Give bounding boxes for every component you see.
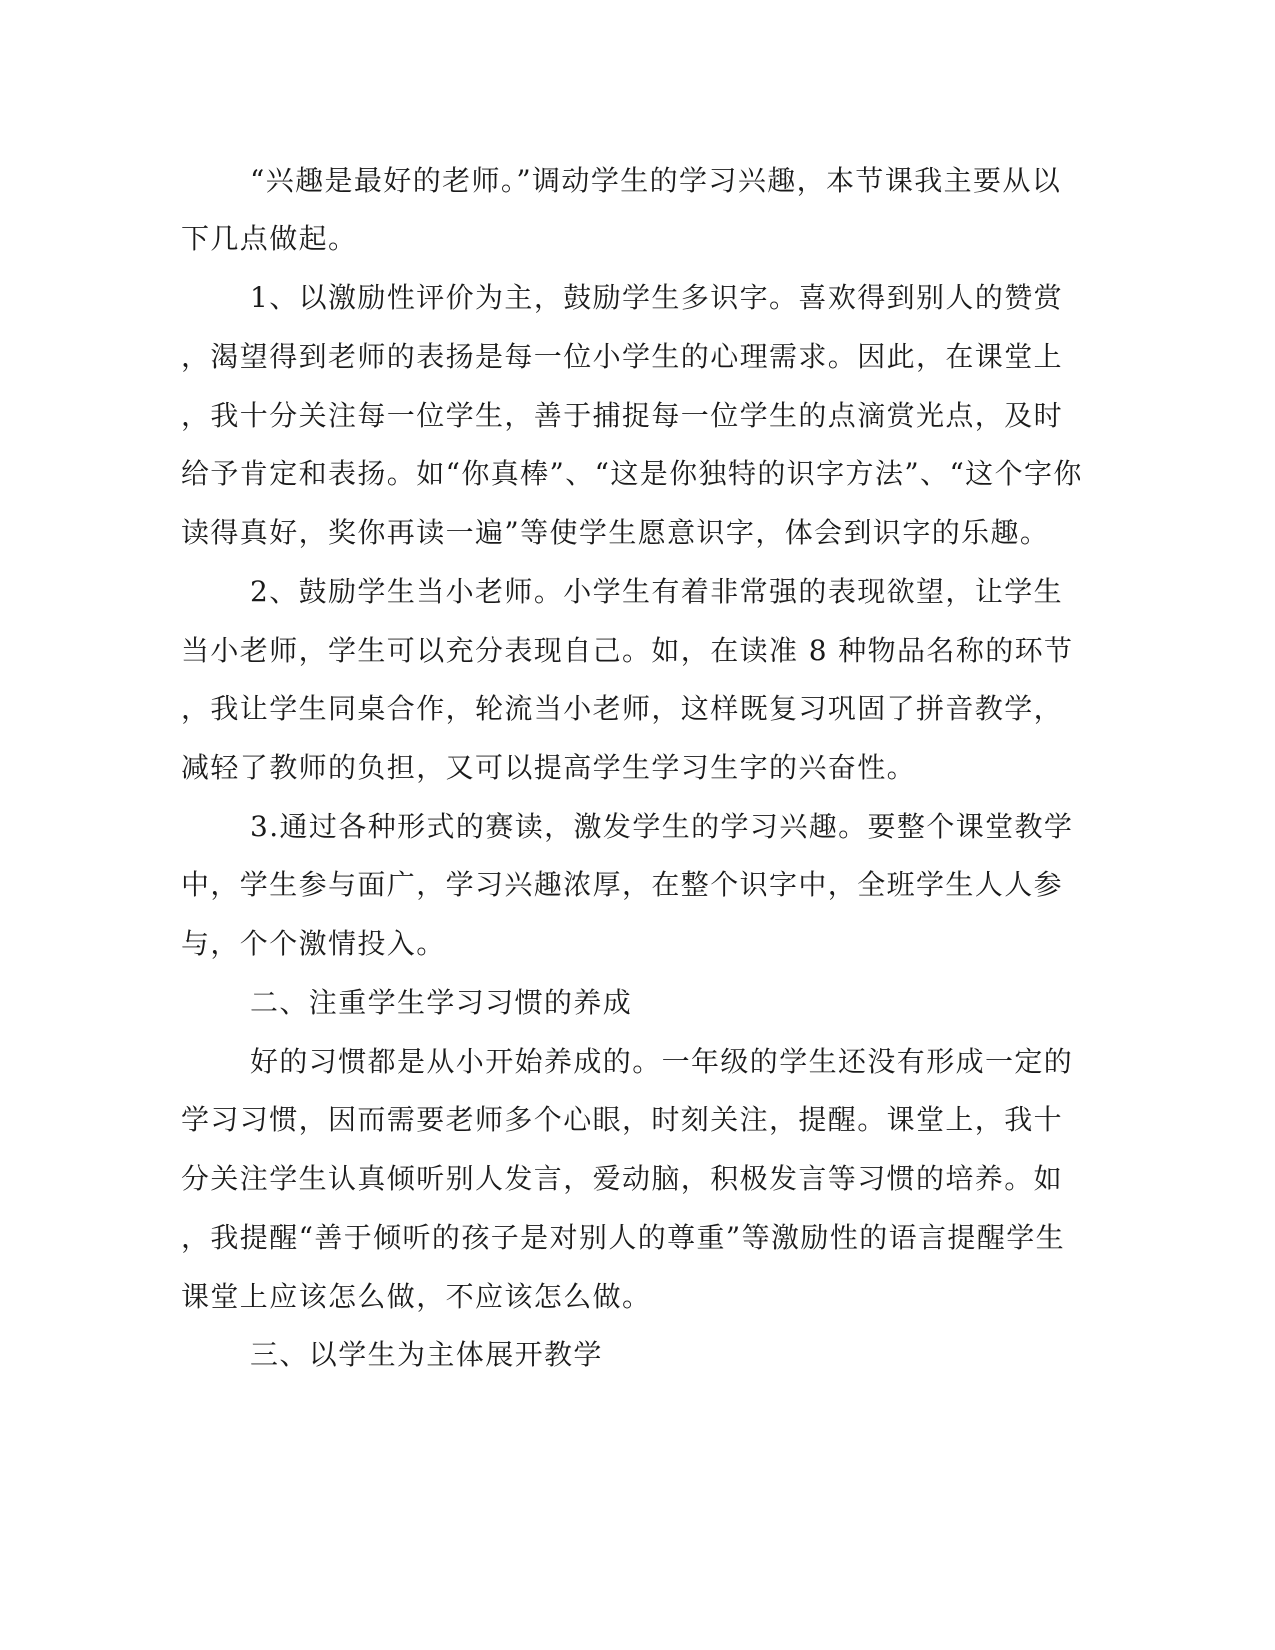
- text-line: ，我十分关注每一位学生，善于捕捉每一位学生的点滴赏光点，及时: [181, 399, 1064, 432]
- text-line: 课堂上应该怎么做，不应该怎么做。: [181, 1280, 652, 1313]
- text-line: 2、鼓励学生当小老师。小学生有着非常强的表现欲望，让学生: [250, 575, 1064, 608]
- text-line: 减轻了教师的负担，又可以提高学生学习生字的兴奋性。: [181, 751, 917, 784]
- text-line: 当小老师，学生可以充分表现自己。如，在读准 8 种物品名称的环节: [181, 634, 1074, 667]
- section-heading: 二、注重学生学习习惯的养成: [250, 986, 633, 1019]
- text-line: 与，个个激情投入。: [181, 927, 446, 960]
- text-line: ，我让学生同桌合作，轮流当小老师，这样既复习巩固了拼音教学，: [181, 692, 1064, 725]
- text-line: 下几点做起。: [181, 222, 358, 255]
- text-line: 学习习惯，因而需要老师多个心眼，时刻关注，提醒。课堂上，我十: [181, 1103, 1064, 1136]
- text-line: 中，学生参与面广，学习兴趣浓厚，在整个识字中，全班学生人人参: [181, 868, 1064, 901]
- section-heading: 三、以学生为主体展开教学: [250, 1338, 603, 1371]
- text-line: 给予肯定和表扬。如“你真棒”、“这是你独特的识字方法”、“这个字你: [181, 457, 1083, 490]
- text-line: ，我提醒“善于倾听的孩子是对别人的尊重”等激励性的语言提醒学生: [181, 1221, 1066, 1254]
- text-line: “兴趣是最好的老师。”调动学生的学习兴趣，本节课我主要从以: [250, 164, 1062, 197]
- text-line: 分关注学生认真倾听别人发言，爱动脑，积极发言等习惯的培养。如: [181, 1162, 1064, 1195]
- text-line: ，渴望得到老师的表扬是每一位小学生的心理需求。因此，在课堂上: [181, 340, 1064, 373]
- text-line: 读得真好，奖你再读一遍”等使学生愿意识字，体会到识字的乐趣。: [181, 516, 1050, 549]
- text-line: 1、以激励性评价为主，鼓励学生多识字。喜欢得到别人的赞赏: [250, 281, 1064, 314]
- text-line: 好的习惯都是从小开始养成的。一年级的学生还没有形成一定的: [250, 1045, 1074, 1078]
- text-line: 3.通过各种形式的赛读，激发学生的学习兴趣。要整个课堂教学: [250, 810, 1074, 843]
